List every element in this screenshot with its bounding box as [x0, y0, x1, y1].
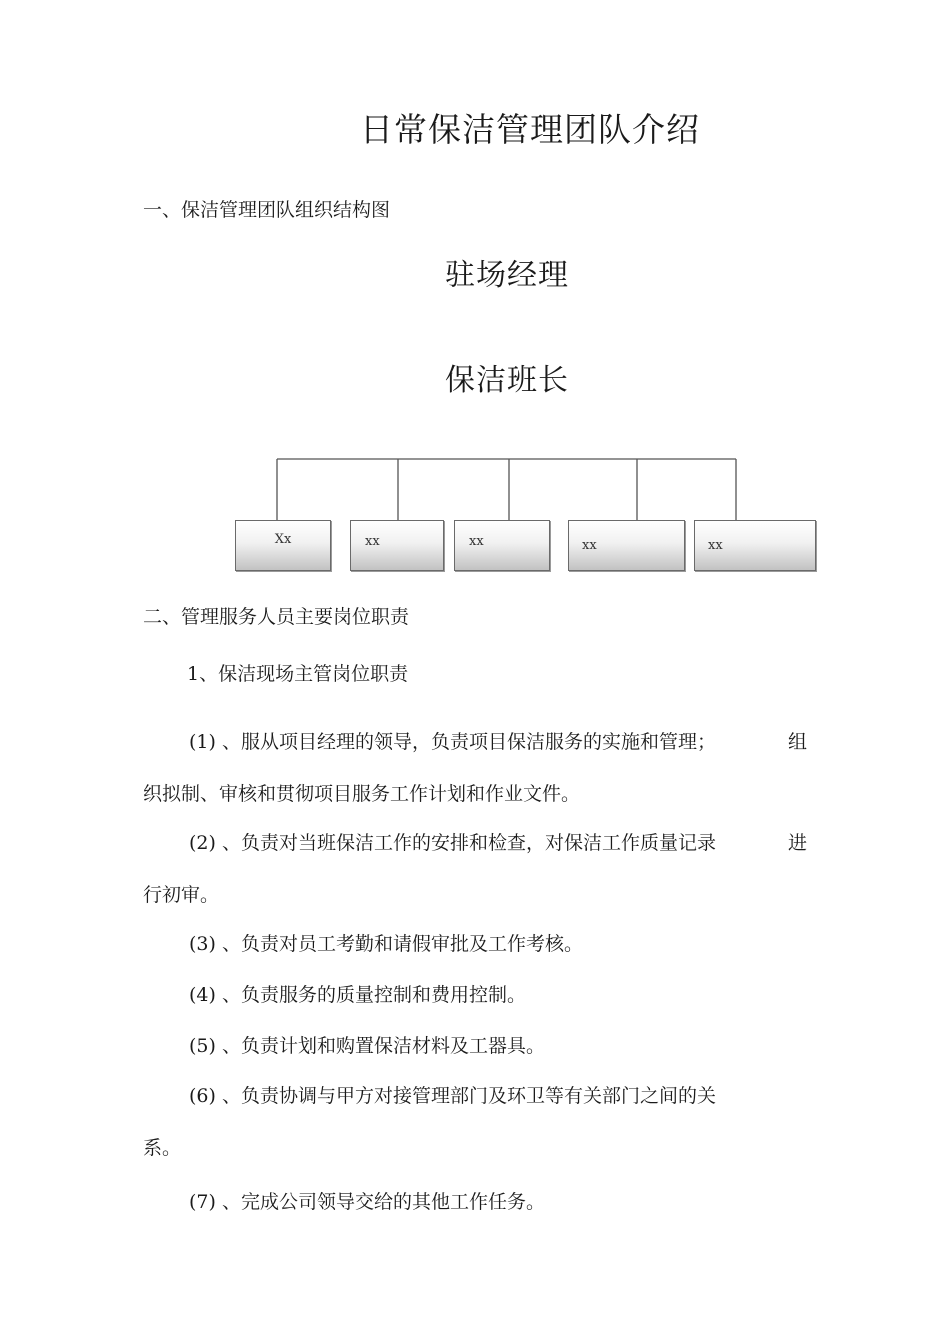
duty-item-2-line2: 行初审。: [143, 884, 220, 906]
section-heading-duties: 二、管理服务人员主要岗位职责: [143, 606, 410, 628]
org-node-staff-box: [568, 520, 685, 571]
duty-item-1-line2: 织拟制、审核和贯彻项目服务工作计划和作业文件。: [143, 783, 581, 805]
org-node-staff-box: [350, 520, 444, 571]
sub-heading-supervisor-duties: 1、保洁现场主管岗位职责: [187, 663, 409, 685]
org-node-staff-label: Xx: [274, 532, 292, 547]
duty-item-2-line1: (2) 、负责对当班保洁工作的安排和检查，对保洁工作质量记录: [189, 832, 716, 854]
duty-item-2-line1-end: 进: [787, 832, 807, 854]
document-title: 日常保洁管理团队介绍: [360, 110, 700, 149]
duty-item-7-line1: (7) 、完成公司领导交给的其他工作任务。: [189, 1191, 545, 1213]
org-node-staff-label: xx: [708, 538, 723, 553]
section-heading-org-chart: 一、保洁管理团队组织结构图: [143, 199, 391, 221]
duty-item-5: [143, 1020, 813, 1072]
duty-item-5-line1: (5) 、负责计划和购置保洁材料及工器具。: [189, 1035, 545, 1057]
org-node-cleaning-leader: 保洁班长: [445, 363, 569, 398]
duty-item-6-line1: (6) 、负责协调与甲方对接管理部门及环卫等有关部门之间的关: [189, 1085, 716, 1107]
duty-item-7: [143, 1176, 813, 1228]
org-node-staff-label: xx: [582, 538, 597, 553]
org-node-site-manager: 驻场经理: [445, 258, 569, 293]
org-connector-lines: [0, 0, 950, 600]
duty-item-6-line2: 系。: [143, 1137, 182, 1159]
duty-item-2: [143, 817, 813, 921]
org-node-staff-box: [694, 520, 816, 571]
duty-item-3: [143, 918, 813, 970]
duty-item-6: [143, 1070, 813, 1174]
duty-item-1: [143, 716, 813, 820]
duty-item-4: [143, 969, 813, 1021]
org-node-staff-label: xx: [365, 534, 380, 549]
org-node-staff-label: xx: [469, 534, 484, 549]
duty-item-1-line1: (1) 、服从项目经理的领导，负责项目保洁服务的实施和管理；: [189, 731, 716, 753]
org-node-staff-box: [454, 520, 550, 571]
duty-item-1-line1-end: 组: [787, 731, 807, 753]
duty-item-4-line1: (4) 、负责服务的质量控制和费用控制。: [189, 984, 526, 1006]
org-node-staff-box: [235, 520, 331, 571]
duty-item-3-line1: (3) 、负责对员工考勤和请假审批及工作考核。: [189, 933, 583, 955]
